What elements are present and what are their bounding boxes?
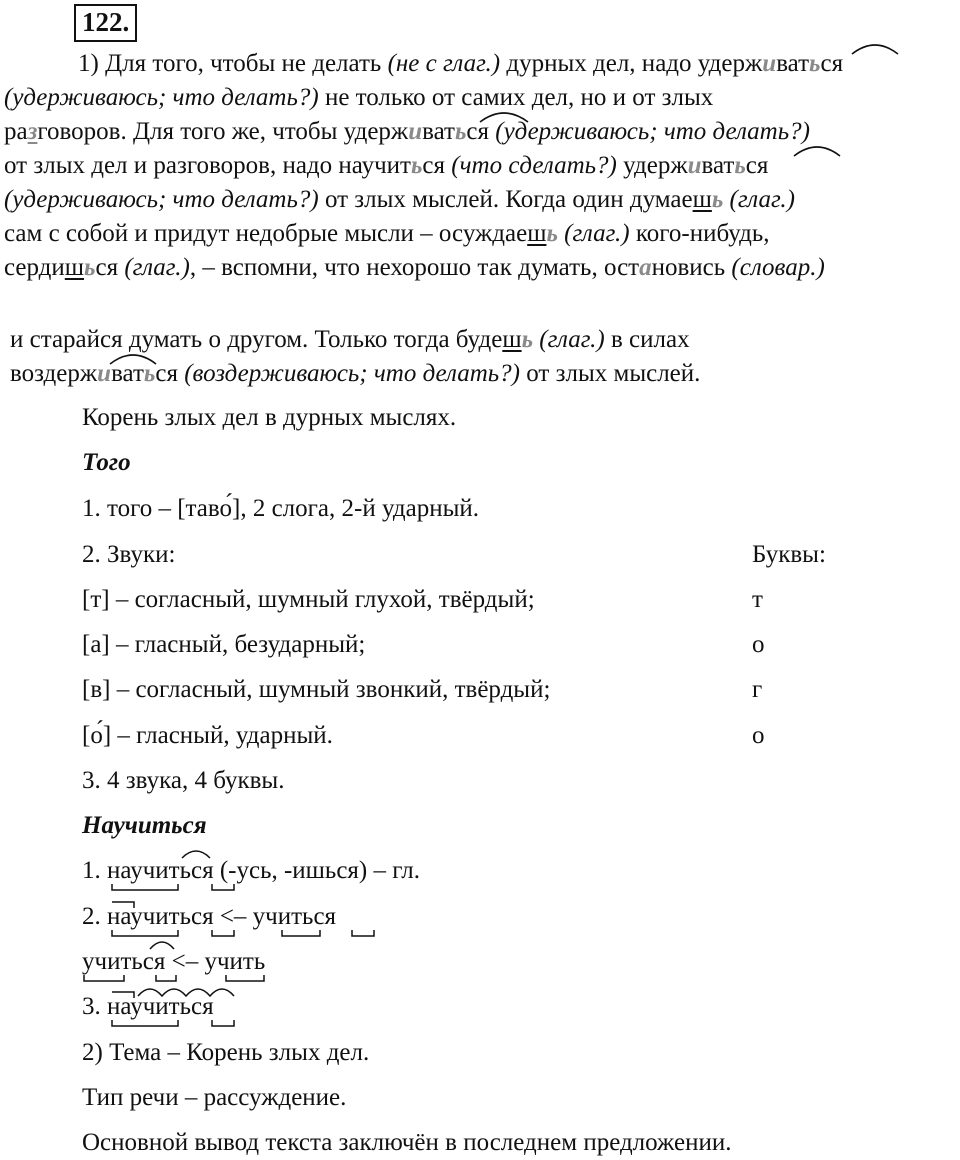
text: кого-нибудь, — [629, 220, 770, 247]
soft-sign-mark: ь — [546, 220, 558, 247]
soft-sign-mark: ь — [454, 118, 467, 145]
root-arc-icon — [850, 40, 900, 56]
text: от злых мыслей. Когда один думае — [318, 186, 693, 213]
text: ся — [745, 152, 769, 179]
nauchitsya-item-2b: учиться <– учить — [82, 948, 266, 975]
text: ся — [155, 360, 185, 387]
paragraph-line-7 — [4, 252, 825, 284]
exercise-number: 122. — [74, 4, 137, 42]
text: ват — [422, 118, 455, 145]
text: удерж — [616, 152, 688, 179]
underlined-letter: ш — [502, 326, 522, 353]
text: не только от самих дел, но и от злых — [318, 84, 714, 111]
annotation: (удерживаюсь; что делать?) — [4, 84, 319, 111]
sound-row: [а] – гласный, безударный; — [82, 631, 366, 658]
sound-row: [в] – согласный, шумный звонкий, твёрдый; — [82, 676, 551, 703]
annotation: (удерживаюсь; что делать?) — [495, 118, 810, 145]
annotation: (что сделать?) — [451, 152, 617, 179]
paragraph-line-3 — [4, 116, 810, 148]
heading-nauchitsya: Научиться — [82, 812, 207, 839]
speech-type-line: Тип речи – рассуждение. — [82, 1084, 347, 1111]
text: сам с собой и придут недобрые мысли – осуждае — [4, 220, 528, 247]
text: , – вспомни, что нехорошо так думать, ост — [189, 254, 640, 281]
soft-sign-mark: ь — [143, 360, 156, 387]
vowel-mark: и — [408, 118, 423, 145]
vowel-mark: а — [639, 254, 652, 281]
paragraph-line-8 — [10, 324, 690, 356]
text: воздерж — [10, 360, 98, 387]
paragraph-line-6 — [4, 218, 770, 250]
text: от злых мыслей. — [520, 360, 701, 387]
annotation: (глаг.) — [564, 220, 630, 247]
underlined-letter: ш — [692, 186, 712, 213]
letter-cell: о — [752, 631, 765, 658]
consonant-mark: з — [27, 118, 38, 145]
underlined-letter: ш — [527, 220, 547, 247]
annotation: (глаг.) — [539, 326, 605, 353]
paragraph-line-4 — [4, 150, 768, 182]
text: 1) Для того, чтобы не делать — [78, 50, 388, 77]
text: и старайся думать о другом. Только тогда буде — [10, 326, 503, 353]
nauchitsya-item-1: 1. научиться (-усь, -ишься) – гл. — [82, 857, 420, 884]
vowel-mark: и — [687, 152, 702, 179]
letter-cell: о — [752, 722, 765, 749]
nauchitsya-item-3: 3. научиться — [82, 993, 214, 1020]
paragraph-line-9 — [10, 358, 700, 390]
nauchitsya-item-2: 2. научиться <– учиться — [82, 903, 337, 930]
letter-cell: т — [752, 586, 763, 613]
letter-cell: г — [752, 676, 763, 703]
text: ся — [820, 50, 844, 77]
vowel-mark: и — [97, 360, 112, 387]
annotation: (глаг.) — [124, 254, 190, 281]
text: серди — [4, 254, 65, 281]
soft-sign-mark: ь — [410, 152, 423, 179]
letters-label: Буквы: — [752, 541, 826, 568]
sound-row: [т] – согласный, шумный глухой, твёрдый; — [82, 586, 535, 613]
paragraph-line-2 — [4, 82, 713, 114]
soft-sign-mark: ь — [711, 186, 724, 213]
vowel-mark: и — [762, 50, 777, 77]
text: ся — [95, 254, 125, 281]
soft-sign-mark: ь — [521, 326, 534, 353]
annotation: (словар.) — [731, 254, 825, 281]
conclusion-sentence: Корень злых дел в дурных мыслях. — [82, 404, 457, 431]
soft-sign-mark: ь — [84, 254, 96, 281]
underlined-letter: ш — [64, 254, 85, 281]
togo-item-3: 3. 4 звука, 4 буквы. — [82, 767, 285, 794]
heading-togo: Того — [82, 449, 131, 476]
text: дурных дел, надо удерж — [500, 50, 763, 77]
text: ват — [776, 50, 810, 77]
togo-item-1: 1. того – [таво́], 2 слога, 2-й ударный. — [82, 495, 480, 522]
annotation: (удерживаюсь; что делать?) — [4, 186, 319, 213]
sound-row: [о́] – гласный, ударный. — [82, 722, 333, 749]
soft-sign-mark: ь — [809, 50, 821, 77]
annotation: (не с глаг.) — [387, 50, 501, 77]
text: ват — [111, 360, 144, 387]
text: в силах — [604, 326, 690, 353]
annotation: (воздерживаюсь; что делать?) — [184, 360, 520, 387]
main-idea-line: Основной вывод текста заключён в последнем предложении. — [82, 1129, 732, 1156]
text: ват — [701, 152, 735, 179]
text: новись — [651, 254, 732, 281]
paragraph-line-5 — [4, 184, 795, 216]
annotation: (глаг.) — [729, 186, 796, 213]
text: ра — [4, 118, 28, 145]
text: ся — [422, 152, 452, 179]
soft-sign-mark: ь — [734, 152, 746, 179]
text: от злых дел и разговоров, надо научит — [4, 152, 411, 179]
sounds-label: 2. Звуки: — [82, 541, 176, 568]
text: ся — [466, 118, 496, 145]
paragraph-line-1 — [78, 48, 843, 80]
theme-line: 2) Тема – Корень злых дел. — [82, 1039, 370, 1066]
text: говоров. Для того же, чтобы удерж — [37, 118, 409, 145]
